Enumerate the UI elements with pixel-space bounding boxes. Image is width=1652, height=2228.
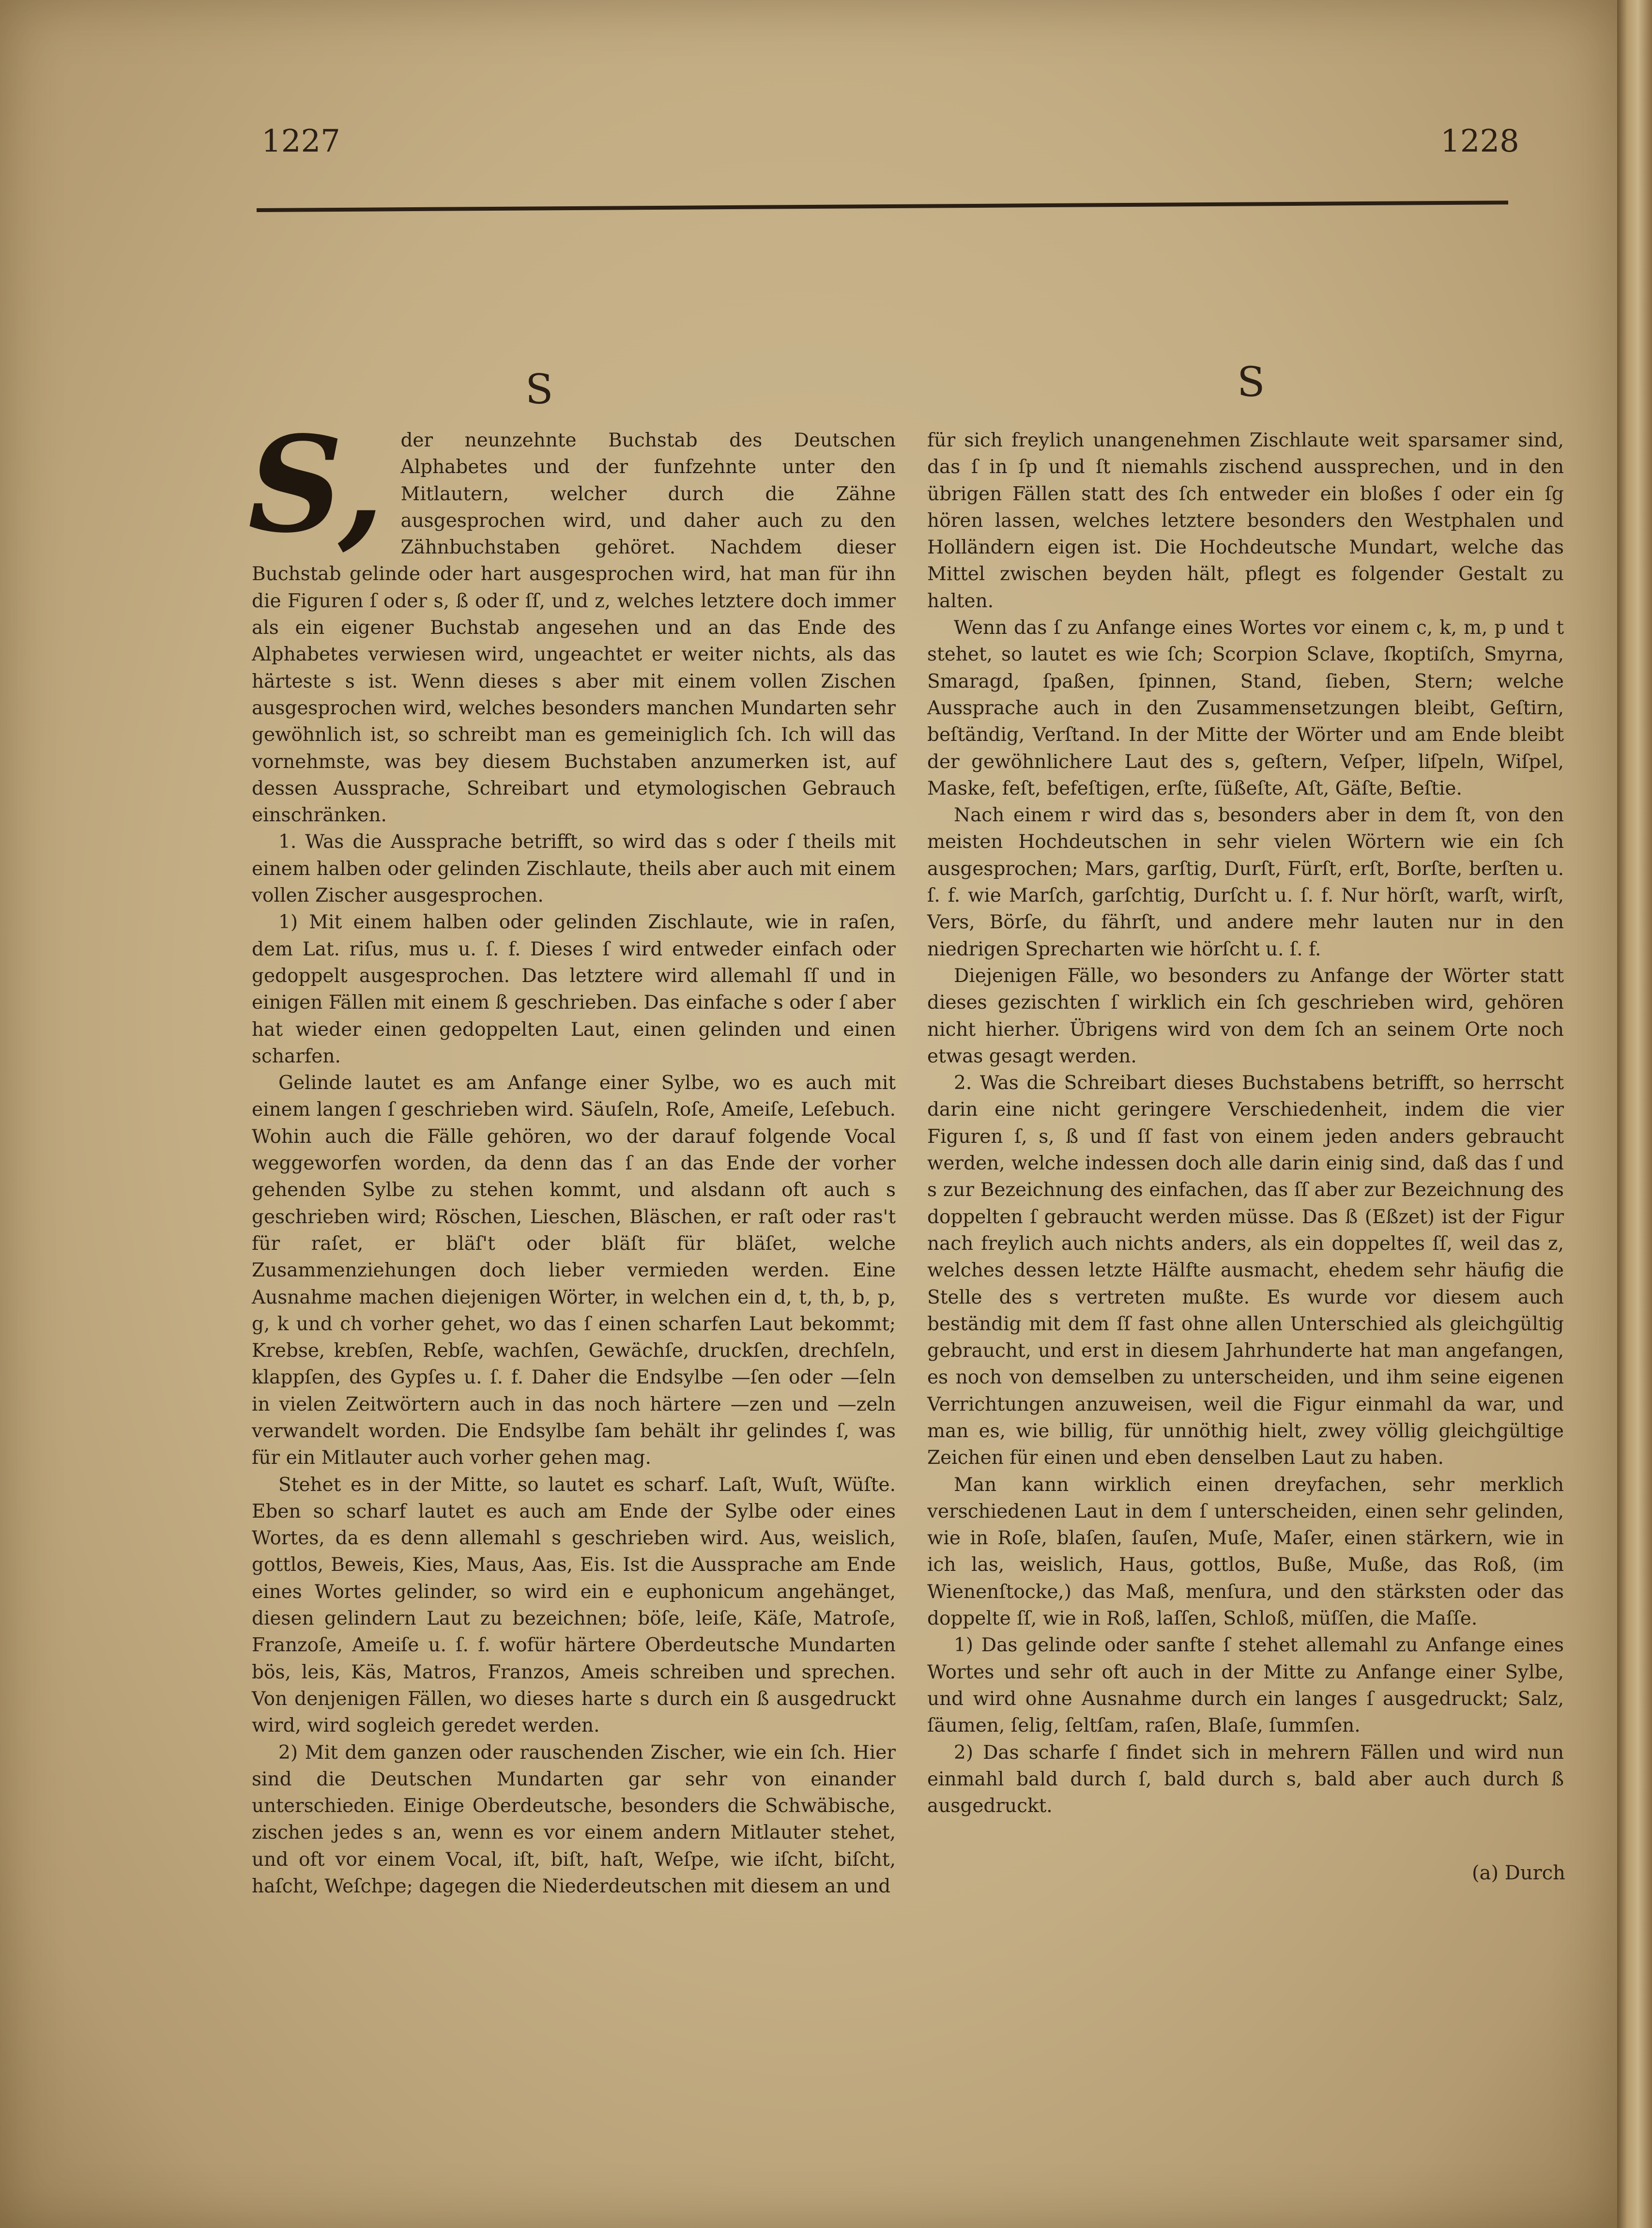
paragraph: Nach einem r wird das s, besonders aber in dem ſt, von den meisten Hochdeutschen in sehr vielen Wörtern wie ein ſch ausgesprochen; Mars, garſtig, Durſt, Fürſt, erſt, Borſte, berſten u. ſ. f. wie Marſch, garſchtig, Durſcht u. ſ. f. Nur hörſt, warſt, wirſt, Vers, Börſe, du fährſt, und andere mehr lauten nur in den niedrigen Sprecharten wie hörſcht u. ſ. f. bbox=[927, 804, 1564, 960]
paragraph: 1) Mit einem halben oder gelinden Zischlaute, wie in raſen, dem Lat. riſus, mus u. ſ. f. Dieses ſ wird entweder einfach oder gedoppelt ausgesprochen. Das letztere wird allemahl ſſ und in einigen Fällen mit einem ß geschrieben. Das einfache s oder ſ aber hat wieder einen gedoppelten Laut, einen gelinden und einen scharfen. bbox=[252, 911, 896, 1067]
drop-cap: S, bbox=[248, 408, 384, 562]
page-number-left: 1227 bbox=[261, 123, 340, 159]
paragraph: Gelinde lautet es am Anfange einer Sylbe, wo es auch mit einem langen ſ geschrieben wird. Säuſeln, Roſe, Ameiſe, Leſebuch. Wohin auch die Fälle gehören, wo der darauf folgende Vocal weggeworfen worden, da denn das ſ an das Ende der vorher gehenden Sylbe zu stehen kommt, und alsdann oft auch s geschrieben wird; Röschen, Lieschen, Bläschen, er raſt oder ras't für raſet, er bläſ't oder bläſt für bläſet, welche Zusammenziehungen doch lieber vermieden werden. Eine Ausnahme machen diejenigen Wörter, in welchen ein d, t, th, b, p, g, k und ch vorher gehet, wo das ſ einen scharfen Laut bekommt; Krebse, krebſen, Rebſe, wachſen, Gewächſe, druckſen, drechſeln, klappſen, des Gypſes u. ſ. f. Daher die Endsylbe —ſen oder —ſeln in vielen Zeitwörtern auch in das noch härtere —zen und —zeln verwandelt worden. Die Endsylbe ſam behält ihr gelindes ſ, was für ein Mitlauter auch vorher gehen mag. bbox=[252, 1072, 896, 1469]
page-edge bbox=[1617, 0, 1652, 2228]
paragraph: für sich freylich unangenehmen Zischlaute weit sparsamer sind, das ſ in ſp und ſt niemahls zischend aussprechen, und in den übrigen Fällen statt des ſch entweder ein bloßes ſ oder ein ſg hören lassen, welches letztere besonders den Westphalen und Holländern eigen ist. Die Hochdeutsche Mundart, welche das Mittel zwischen beyden hält, pflegt es folgender Gestalt zu halten. bbox=[927, 430, 1564, 612]
paragraph: Stehet es in der Mitte, so lautet es scharf. Laſt, Wuſt, Wüſte. Eben so scharf lautet es auch am Ende der Sylbe oder eines Wortes, da es denn allemahl s geschrieben wird. Aus, weislich, gottlos, Beweis, Kies, Maus, Aas, Eis. Ist die Aussprache am Ende eines Wortes gelinder, so wird ein e euphonicum angehänget, diesen gelindern Laut zu bezeichnen; böſe, leiſe, Käſe, Matroſe, Franzoſe, Ameiſe u. ſ. f. wofür härtere Oberdeutsche Mundarten bös, leis, Käs, Matros, Franzos, Ameis schreiben und sprechen. Von denjenigen Fällen, wo dieses harte s durch ein ß ausgedruckt wird, wird sogleich geredet werden. bbox=[252, 1474, 896, 1737]
paragraph: 1. Was die Aussprache betrifft, so wird das s oder ſ theils mit einem halben oder gelinden Zischlaute, theils aber auch mit einem vollen Zischer ausgesprochen. bbox=[252, 831, 896, 907]
catchword: (a) Durch bbox=[1472, 1862, 1565, 1884]
header-rule bbox=[257, 200, 1508, 212]
paragraph: Wenn das ſ zu Anfange eines Wortes vor einem c, k, m, p und t stehet, so lautet es wie ſch; Scorpion Sclave, ſkoptiſch, Smyrna, Smaragd, ſpaßen, ſpinnen, Stand, ſieben, Stern; welche Aussprache auch in den Zusammensetzungen bleibt, Geſtirn, beſtändig, Verſtand. In der Mitte der Wörter und am Ende bleibt der gewöhnlichere Laut des s, geſtern, Veſper, liſpeln, Wiſpel, Maske, feſt, befeſtigen, erſte, ſüßeſte, Aſt, Gäſte, Beſtie. bbox=[927, 617, 1564, 799]
paragraph-intro bbox=[248, 408, 896, 829]
page-number-right: 1228 bbox=[1440, 123, 1519, 159]
left-column bbox=[248, 408, 896, 1900]
paragraph: 1) Das gelinde oder sanfte ſ stehet allemahl zu Anfange eines Wortes und sehr oft auch in der Mitte zu Anfange einer Sylbe, und wird ohne Ausnahme durch ein langes ſ ausgedruckt; Salz, ſäumen, ſelig, ſeltſam, raſen, Blaſe, ſummſen. bbox=[927, 1634, 1564, 1737]
paragraph: Diejenigen Fälle, wo besonders zu Anfange der Wörter statt dieses gezischten ſ wirklich ein ſch geschrieben wird, gehören nicht hierher. Übrigens wird von dem ſch an seinem Orte noch etwas gesagt werden. bbox=[927, 965, 1564, 1067]
paragraph: 2) Mit dem ganzen oder rauschenden Zischer, wie ein ſch. Hier sind die Deutschen Mundarten gar sehr von einander unterschieden. Einige Oberdeutsche, besonders die Schwäbische, zischen jedes s an, wenn es vor einem andern Mitlauter stehet, und oft vor einem Vocal, iſt, biſt, haſt, Weſpe, wie iſcht, biſcht, haſcht, Weſchpe; dagegen die Niederdeutschen mit diesem an und bbox=[252, 1741, 896, 1898]
column-head-left: S bbox=[525, 366, 553, 413]
paragraph: Man kann wirklich einen dreyfachen, sehr merklich verschiedenen Laut in dem ſ unterscheiden, einen sehr gelinden, wie in Roſe, blaſen, ſauſen, Muſe, Maſer, einen stärkern, wie in ich las, weislich, Haus, gottlos, Buße, Muße, das Roß, (im Wienenſtocke,) das Maß, menſura, und den stärksten oder das doppelte ſſ, wie in Roß, laſſen, Schloß, müſſen, die Maſſe. bbox=[927, 1474, 1564, 1630]
paragraph: 2) Das scharfe ſ findet sich in mehrern Fällen und wird nun einmahl bald durch ſ, bald durch s, bald aber auch durch ß ausgedruckt. bbox=[927, 1741, 1564, 1817]
paragraph: 2. Was die Schreibart dieses Buchstabens betrifft, so herrscht darin eine nicht geringere Verschiedenheit, indem die vier Figuren ſ, s, ß und ſſ fast von einem jeden anders gebraucht werden, welche indessen doch alle darin einig sind, daß das ſ und s zur Bezeichnung des einfachen, das ſſ aber zur Bezeichnung des doppelten ſ gebraucht werden müsse. Das ß (Eßzet) ist der Figur nach freylich auch nichts anders, als ein doppeltes ſſ, weil das z, welches dessen letzte Hälfte ausmacht, ehedem sehr häufig die Stelle des s vertreten mußte. Es wurde vor diesem auch beständig mit dem ſſ fast ohne allen Unterschied als gleichgültig gebraucht, und erst in diesem Jahrhunderte hat man angefangen, es noch von demselben zu unterscheiden, und ihm seine eigenen Verrichtungen anzuweisen, weil die Figur einmahl da war, und man es, wie billig, für unnöthig hielt, zwey völlig gleichgültige Zeichen für einen und eben denselben Laut zu haben. bbox=[927, 1072, 1564, 1469]
right-column bbox=[927, 427, 1564, 1819]
paragraph-text: der neunzehnte Buchstab des Deutschen Alphabetes und der funfzehnte unter den Mitlautern, welcher durch die Zähne ausgesprochen wird, und daher auch zu den Zähnbuchstaben gehöret. Nachdem dieser Buchstab gelinde oder hart ausgesprochen wird, hat man für ihn die Figuren ſ oder s, ß oder ſſ, und z, welches letztere doch immer als ein eigener Buchstab angesehen und an das Ende des Alphabetes verwiesen wird, ungeachtet er weiter nichts, als das härteste s ist. Wenn dieses s aber mit einem vollen Zischen ausgesprochen wird, welches besonders manchen Mundarten sehr gewöhnlich ist, so schreibt man es gemeiniglich ſch. Ich will das vornehmste, was bey diesem Buchstaben anzumerken ist, auf dessen Aussprache, Schreibart und etymologischen Gebrauch einschränken. bbox=[252, 430, 896, 827]
column-head-right: S bbox=[1237, 358, 1265, 406]
